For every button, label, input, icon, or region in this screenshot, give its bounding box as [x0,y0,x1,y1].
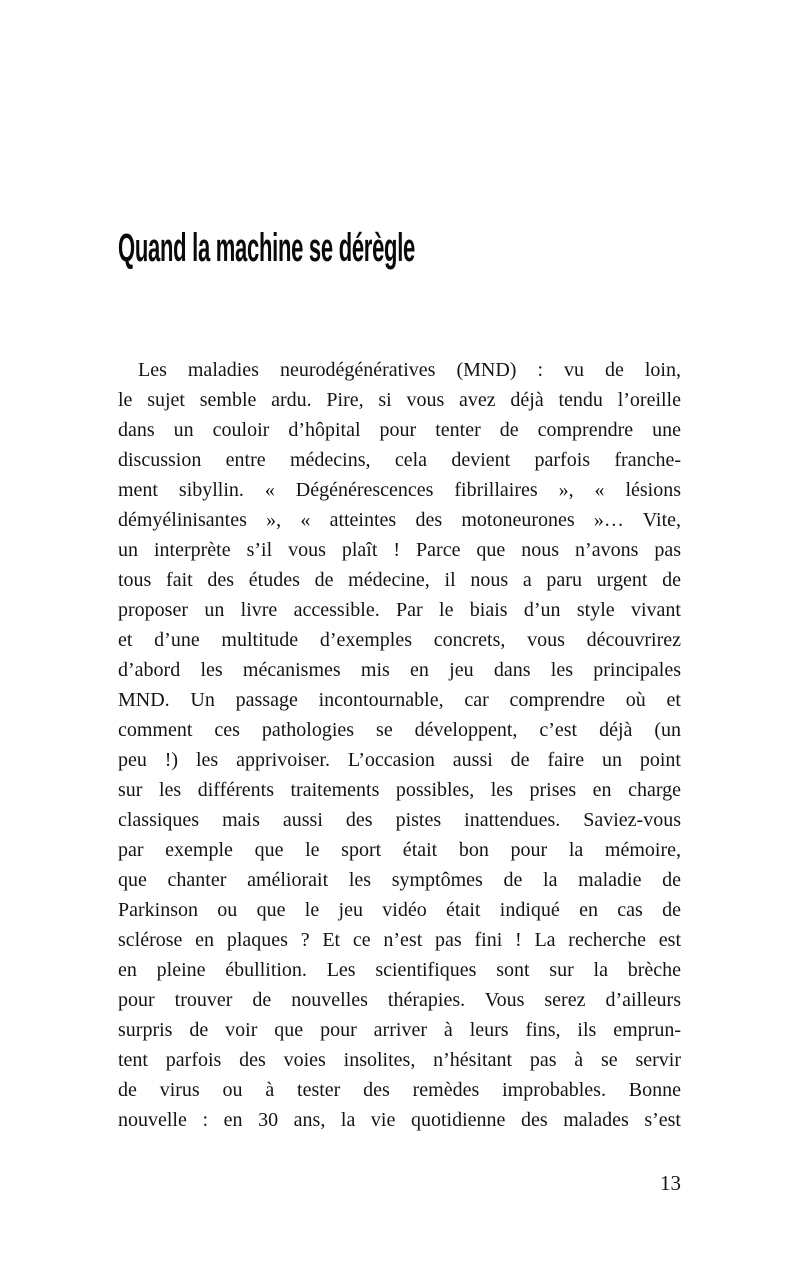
text-line: pour trouver de nouvelles thérapies. Vous serez d’ailleurs [118,989,681,1011]
text-line: démyélinisantes », « atteintes des motoneurones »… Vite, [118,509,681,531]
text-line: ment sibyllin. « Dégénérescences fibrillaires », « lésions [118,479,681,501]
text-line: en pleine ébullition. Les scientifiques sont sur la brèche [118,959,681,981]
text-line: nouvelle : en 30 ans, la vie quotidienne des malades s’est [118,1109,681,1131]
paragraph [118,355,681,1135]
text-line: Parkinson ou que le jeu vidéo était indiqué en cas de [118,899,681,921]
chapter-title: Quand la machine se dérègle [118,226,416,270]
text-line: et d’une multitude d’exemples concrets, vous découvrirez [118,629,681,651]
text-line: classiques mais aussi des pistes inattendues. Saviez-vous [118,809,681,831]
text-line: dans un couloir d’hôpital pour tenter de comprendre une [118,419,681,441]
text-line: surpris de voir que pour arriver à leurs fins, ils emprun- [118,1019,681,1041]
text-line: sclérose en plaques ? Et ce n’est pas fini ! La recherche est [118,929,681,951]
text-line: que chanter améliorait les symptômes de la maladie de [118,869,681,891]
text-line: peu !) les apprivoiser. L’occasion aussi de faire un point [118,749,681,771]
text-line: Les maladies neurodégénératives (MND) : vu de loin, [138,359,681,381]
text-line: tent parfois des voies insolites, n’hésitant pas à se servir [118,1049,681,1071]
text-line: discussion entre médecins, cela devient parfois franche- [118,449,681,471]
text-line: tous fait des études de médecine, il nous a paru urgent de [118,569,681,591]
text-line: par exemple que le sport était bon pour la mémoire, [118,839,681,861]
text-line: le sujet semble ardu. Pire, si vous avez déjà tendu l’oreille [118,389,681,411]
text-line: proposer un livre accessible. Par le biais d’un style vivant [118,599,681,621]
page-number: 13 [660,1171,681,1195]
text-line: de virus ou à tester des remèdes improbables. Bonne [118,1079,681,1101]
text-line: sur les différents traitements possibles, les prises en charge [118,779,681,801]
text-line: un interprète s’il vous plaît ! Parce que nous n’avons pas [118,539,681,561]
text-line: comment ces pathologies se développent, c’est déjà (un [118,719,681,741]
text-line: MND. Un passage incontournable, car comprendre où et [118,689,681,711]
text-line: d’abord les mécanismes mis en jeu dans les principales [118,659,681,681]
